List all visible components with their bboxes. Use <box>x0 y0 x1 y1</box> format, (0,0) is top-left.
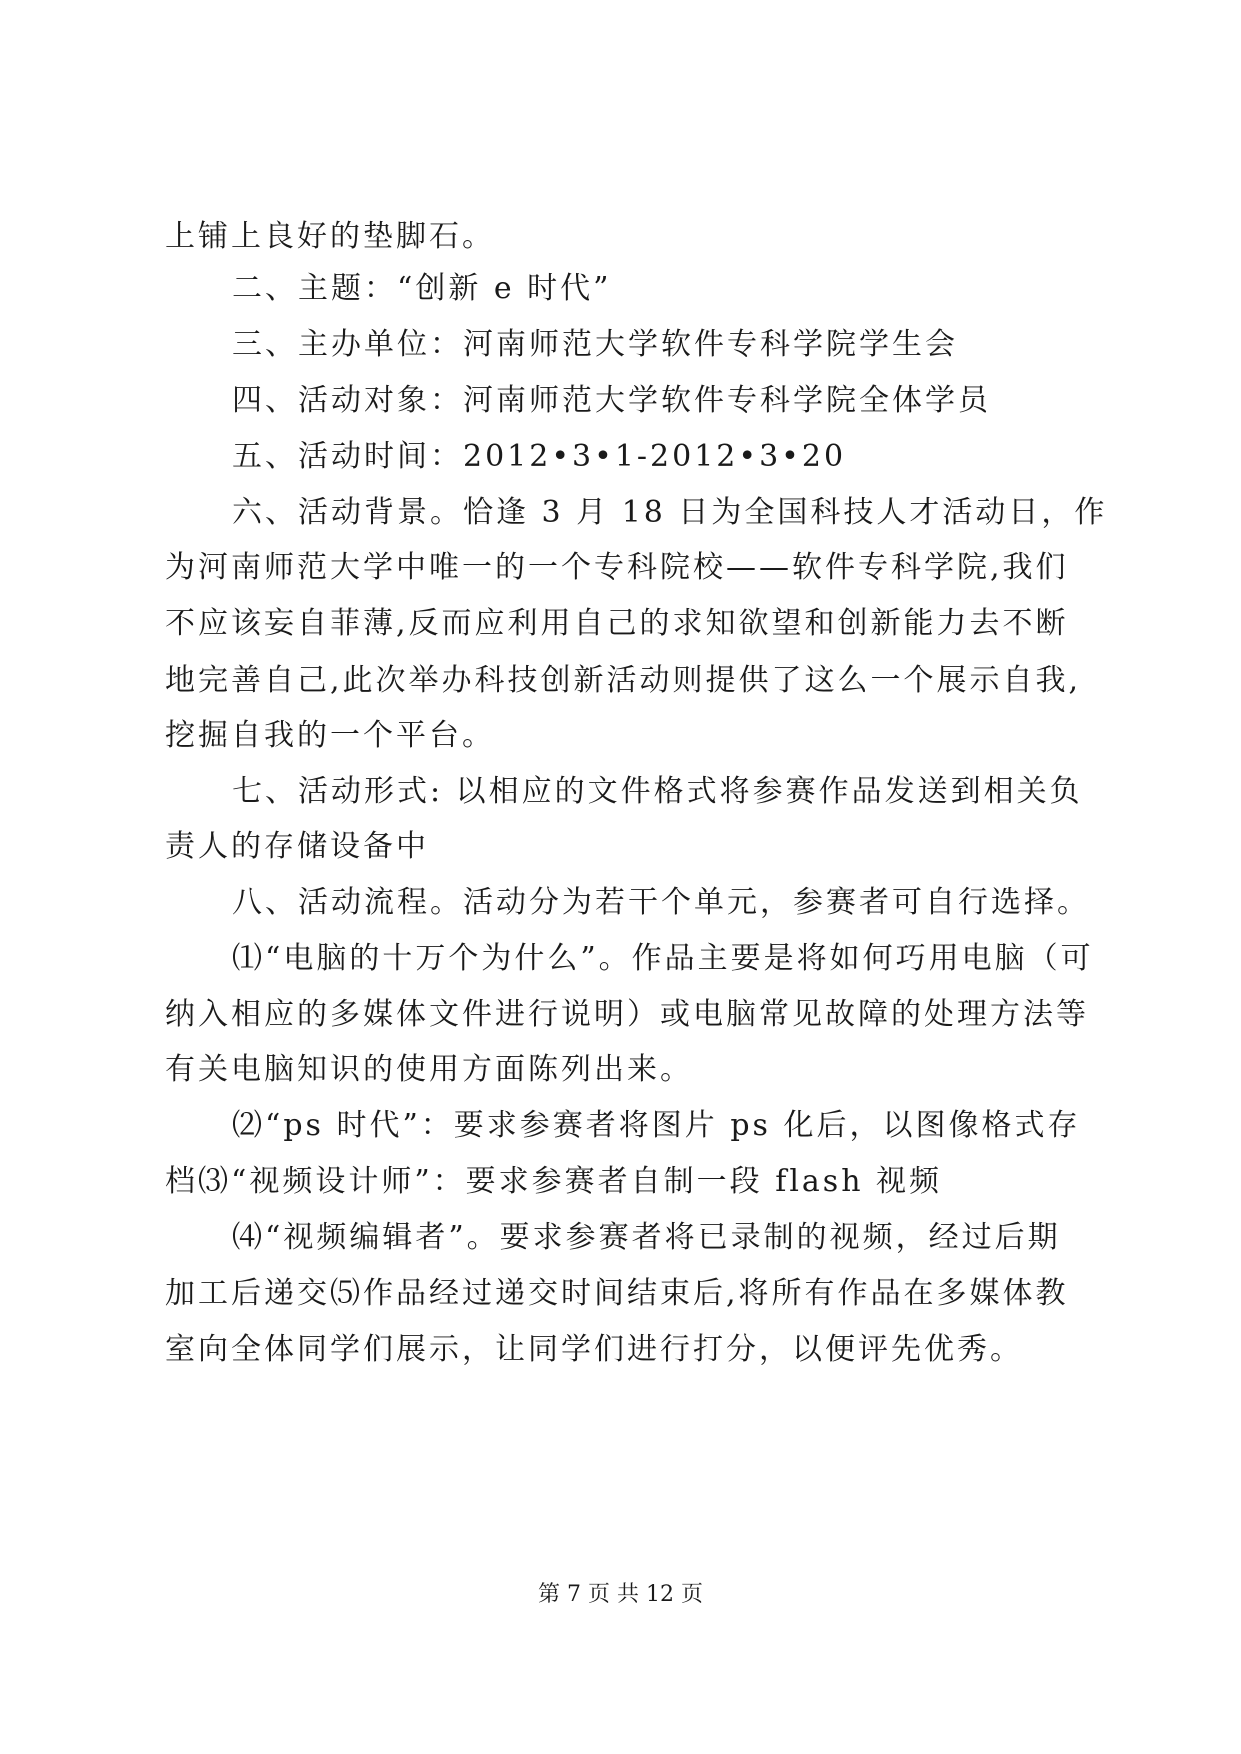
text-line: 有关电脑知识的使用方面陈列出来。 <box>165 1052 693 1087</box>
text-line: 四、活动对象：河南师范大学软件专科学院全体学员 <box>232 383 991 418</box>
text-line: 五、活动时间：2012•3•1-2012•3•20 <box>232 439 847 474</box>
text-line: ⑵“ps 时代”：要求参赛者将图片 ps 化后，以图像格式存 <box>232 1108 1081 1143</box>
text-line: 加工后递交⑸作品经过递交时间结束后,将所有作品在多媒体教 <box>165 1276 1069 1311</box>
page-number-footer: 第 7 页 共 12 页 <box>538 1582 703 1607</box>
text-line: 责人的存储设备中 <box>165 829 429 864</box>
text-line: 不应该妄自菲薄,反而应利用自己的求知欲望和创新能力去不断 <box>165 606 1069 641</box>
text-line: 上铺上良好的垫脚石。 <box>165 219 495 254</box>
text-line: 挖掘自我的一个平台。 <box>165 718 495 753</box>
text-line: 三、主办单位：河南师范大学软件专科学院学生会 <box>232 327 958 362</box>
text-line: 档⑶“视频设计师”：要求参赛者自制一段 flash 视频 <box>165 1164 943 1199</box>
text-line: ⑷“视频编辑者”。要求参赛者将已录制的视频，经过后期 <box>232 1220 1061 1255</box>
text-line: ⑴“电脑的十万个为什么”。作品主要是将如何巧用电脑（可 <box>232 941 1094 976</box>
text-line: 七、活动形式: 以相应的文件格式将参赛作品发送到相关负 <box>232 774 1083 809</box>
text-line: 室向全体同学们展示，让同学们进行打分，以便评先优秀。 <box>165 1332 1023 1367</box>
text-line: 八、活动流程。活动分为若干个单元，参赛者可自行选择。 <box>232 885 1090 920</box>
text-line: 二、主题：“创新 e 时代” <box>232 271 612 306</box>
text-line: 纳入相应的多媒体文件进行说明）或电脑常见故障的处理方法等 <box>165 997 1089 1032</box>
text-line: 地完善自己,此次举办科技创新活动则提供了这么一个展示自我, <box>165 663 1082 698</box>
text-line: 为河南师范大学中唯一的一个专科院校——软件专科学院,我们 <box>165 550 1069 585</box>
text-line: 六、活动背景。恰逢 3 月 18 日为全国科技人才活动日，作 <box>232 495 1108 530</box>
